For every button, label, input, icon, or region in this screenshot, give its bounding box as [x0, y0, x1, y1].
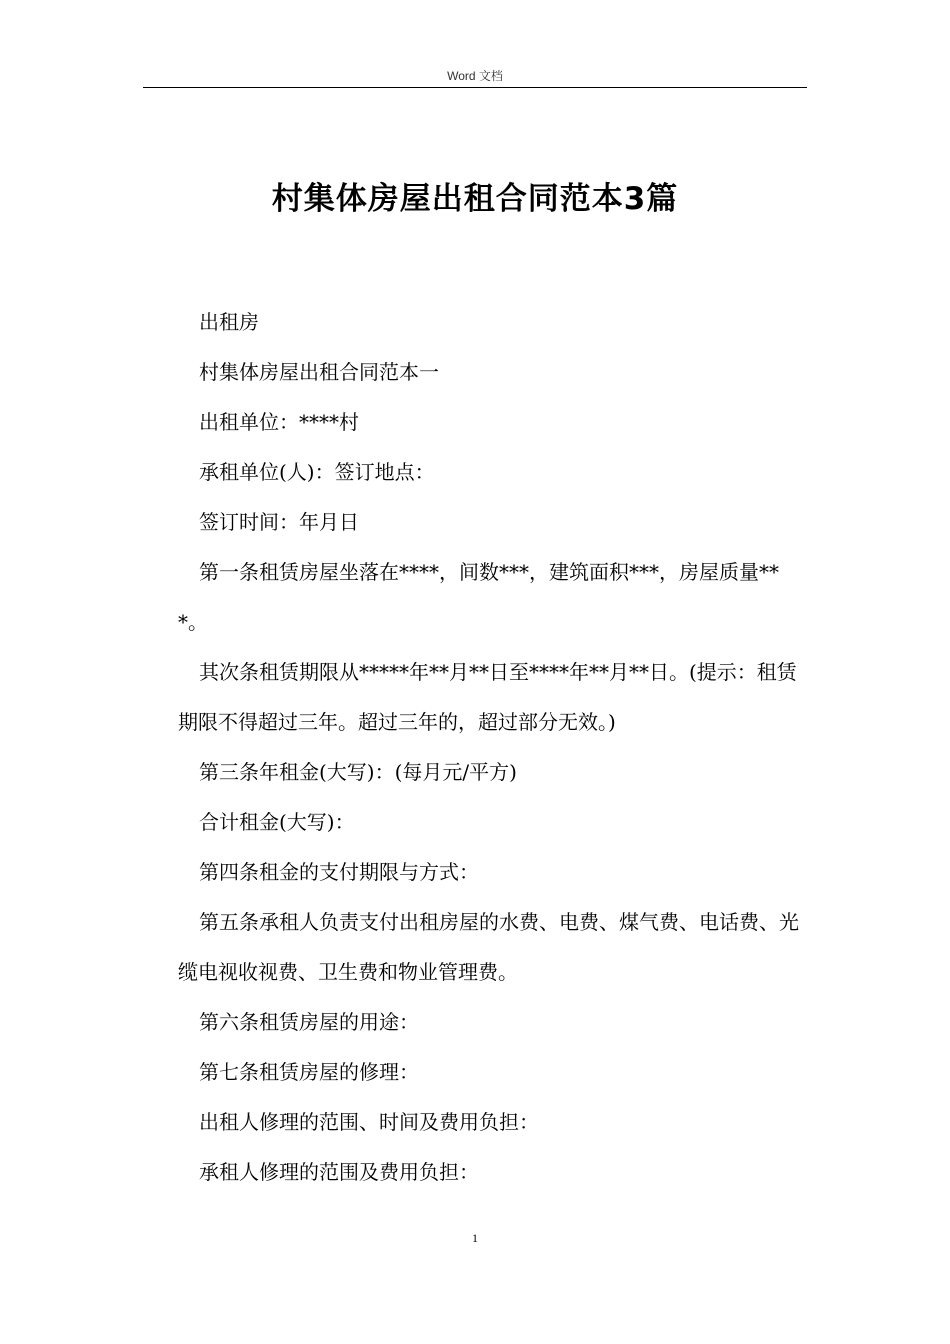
paragraph: 出租单位：****村 — [199, 410, 359, 434]
paragraph: 承租人修理的范围及费用负担： — [199, 1160, 479, 1184]
page-number: 1 — [472, 1231, 478, 1245]
paragraph: 出租房 — [199, 310, 259, 334]
document-body — [178, 297, 808, 1197]
paragraph: 合计租金(大写)： — [199, 810, 355, 834]
paragraph: 第四条租金的支付期限与方式： — [199, 860, 479, 884]
document-title: 村集体房屋出租合同范本3篇 — [271, 180, 679, 217]
header-divider — [143, 87, 807, 88]
paragraph: 第三条年租金(大写)：(每月元/平方) — [199, 760, 517, 784]
header-text: Word 文档 — [447, 69, 503, 83]
paragraph: 其次条租赁期限从*****年**月**日至****年**月**日。(提示：租赁期限不得超过三年。超过三年的，超过部分无效。) — [178, 660, 797, 734]
paragraph: 第五条承租人负责支付出租房屋的水费、电费、煤气费、电话费、光缆电视收视费、卫生费和物业管理费。 — [178, 910, 799, 984]
paragraph: 出租人修理的范围、时间及费用负担： — [199, 1110, 539, 1134]
paragraph: 村集体房屋出租合同范本一 — [199, 360, 439, 384]
paragraph: 承租单位(人)：签订地点： — [199, 460, 435, 484]
paragraph: 第七条租赁房屋的修理： — [199, 1060, 419, 1084]
paragraph: 第六条租赁房屋的用途： — [199, 1010, 419, 1034]
paragraph: 签订时间：年月日 — [199, 510, 359, 534]
paragraph: 第一条租赁房屋坐落在****，间数***，建筑面积***，房屋质量***。 — [178, 560, 779, 634]
